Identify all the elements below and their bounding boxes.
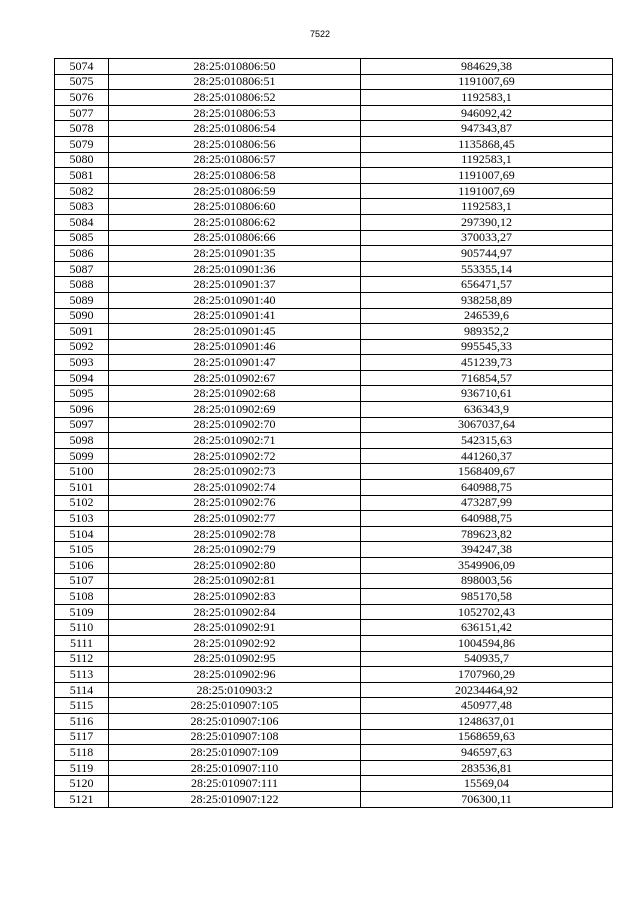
cadastral-number-cell: 28:25:010907:105 xyxy=(109,698,361,714)
table-row xyxy=(55,480,613,496)
cadastral-value-cell: 1004594,86 xyxy=(361,635,613,651)
cadastral-number-cell: 28:25:010902:69 xyxy=(109,402,361,418)
table-row xyxy=(55,136,613,152)
cadastral-number-cell: 28:25:010902:80 xyxy=(109,558,361,574)
table-row xyxy=(55,511,613,527)
cadastral-number-cell: 28:25:010902:67 xyxy=(109,370,361,386)
cadastral-value-cell: 905744,97 xyxy=(361,246,613,262)
cadastral-number-cell: 28:25:010901:40 xyxy=(109,292,361,308)
row-number-cell: 5084 xyxy=(55,214,109,230)
cadastral-value-cell: 450977,48 xyxy=(361,698,613,714)
cadastral-number-cell: 28:25:010902:72 xyxy=(109,448,361,464)
cadastral-value-cell: 441260,37 xyxy=(361,448,613,464)
table-row xyxy=(55,713,613,729)
table-row xyxy=(55,339,613,355)
row-number-cell: 5120 xyxy=(55,776,109,792)
cadastral-value-cell: 1052702,43 xyxy=(361,604,613,620)
cadastral-number-cell: 28:25:010903:2 xyxy=(109,682,361,698)
row-number-cell: 5090 xyxy=(55,308,109,324)
cadastral-value-cell: 985170,58 xyxy=(361,589,613,605)
cadastral-number-cell: 28:25:010902:74 xyxy=(109,480,361,496)
cadastral-number-cell: 28:25:010902:73 xyxy=(109,464,361,480)
cadastral-number-cell: 28:25:010902:95 xyxy=(109,651,361,667)
row-number-cell: 5083 xyxy=(55,199,109,215)
cadastral-value-cell: 1191007,69 xyxy=(361,74,613,90)
row-number-cell: 5075 xyxy=(55,74,109,90)
cadastral-value-cell: 716854,57 xyxy=(361,370,613,386)
cadastral-value-cell: 640988,75 xyxy=(361,511,613,527)
table-row xyxy=(55,370,613,386)
cadastral-number-cell: 28:25:010902:91 xyxy=(109,620,361,636)
cadastral-value-cell: 1568409,67 xyxy=(361,464,613,480)
cadastral-value-cell: 1191007,69 xyxy=(361,168,613,184)
cadastral-number-cell: 28:25:010901:45 xyxy=(109,324,361,340)
cadastral-number-cell: 28:25:010901:41 xyxy=(109,308,361,324)
row-number-cell: 5115 xyxy=(55,698,109,714)
row-number-cell: 5078 xyxy=(55,121,109,137)
table-row xyxy=(55,589,613,605)
cadastral-value-cell: 394247,38 xyxy=(361,542,613,558)
table-row xyxy=(55,448,613,464)
table-row xyxy=(55,277,613,293)
cadastral-number-cell: 28:25:010806:58 xyxy=(109,168,361,184)
row-number-cell: 5111 xyxy=(55,635,109,651)
row-number-cell: 5112 xyxy=(55,651,109,667)
cadastral-number-cell: 28:25:010907:108 xyxy=(109,729,361,745)
cadastral-value-cell: 542315,63 xyxy=(361,433,613,449)
table-row xyxy=(55,121,613,137)
table-row xyxy=(55,168,613,184)
cadastral-number-cell: 28:25:010902:92 xyxy=(109,635,361,651)
row-number-cell: 5088 xyxy=(55,277,109,293)
cadastral-value-cell: 947343,87 xyxy=(361,121,613,137)
cadastral-number-cell: 28:25:010902:96 xyxy=(109,667,361,683)
cadastral-value-cell: 989352,2 xyxy=(361,324,613,340)
table-row xyxy=(55,604,613,620)
row-number-cell: 5087 xyxy=(55,261,109,277)
row-number-cell: 5117 xyxy=(55,729,109,745)
cadastral-number-cell: 28:25:010901:35 xyxy=(109,246,361,262)
cadastral-value-cell: 636343,9 xyxy=(361,402,613,418)
cadastral-number-cell: 28:25:010901:36 xyxy=(109,261,361,277)
cadastral-value-cell: 936710,61 xyxy=(361,386,613,402)
cadastral-number-cell: 28:25:010806:59 xyxy=(109,183,361,199)
row-number-cell: 5097 xyxy=(55,417,109,433)
cadastral-number-cell: 28:25:010901:47 xyxy=(109,355,361,371)
cadastral-value-cell: 1192583,1 xyxy=(361,199,613,215)
row-number-cell: 5107 xyxy=(55,573,109,589)
row-number-cell: 5074 xyxy=(55,59,109,75)
cadastral-number-cell: 28:25:010907:111 xyxy=(109,776,361,792)
cadastral-value-cell: 297390,12 xyxy=(361,214,613,230)
table-row xyxy=(55,698,613,714)
row-number-cell: 5086 xyxy=(55,246,109,262)
table-row xyxy=(55,292,613,308)
cadastral-value-cell: 1707960,29 xyxy=(361,667,613,683)
table-row xyxy=(55,667,613,683)
row-number-cell: 5093 xyxy=(55,355,109,371)
cadastral-value-cell: 1248637,01 xyxy=(361,713,613,729)
table-row xyxy=(55,402,613,418)
cadastral-number-cell: 28:25:010902:84 xyxy=(109,604,361,620)
row-number-cell: 5106 xyxy=(55,558,109,574)
table-row xyxy=(55,324,613,340)
cadastral-number-cell: 28:25:010907:110 xyxy=(109,760,361,776)
row-number-cell: 5121 xyxy=(55,791,109,807)
row-number-cell: 5079 xyxy=(55,136,109,152)
table-row xyxy=(55,230,613,246)
table-row xyxy=(55,386,613,402)
table-row xyxy=(55,776,613,792)
row-number-cell: 5089 xyxy=(55,292,109,308)
row-number-cell: 5101 xyxy=(55,480,109,496)
cadastral-number-cell: 28:25:010902:78 xyxy=(109,526,361,542)
table-row xyxy=(55,760,613,776)
cadastral-value-cell: 706300,11 xyxy=(361,791,613,807)
cadastral-value-cell: 898003,56 xyxy=(361,573,613,589)
cadastral-number-cell: 28:25:010806:50 xyxy=(109,59,361,75)
table-row xyxy=(55,729,613,745)
table-row xyxy=(55,261,613,277)
cadastral-number-cell: 28:25:010907:122 xyxy=(109,791,361,807)
row-number-cell: 5109 xyxy=(55,604,109,620)
cadastral-number-cell: 28:25:010806:62 xyxy=(109,214,361,230)
cadastral-number-cell: 28:25:010901:46 xyxy=(109,339,361,355)
row-number-cell: 5105 xyxy=(55,542,109,558)
cadastral-number-cell: 28:25:010907:106 xyxy=(109,713,361,729)
row-number-cell: 5102 xyxy=(55,495,109,511)
row-number-cell: 5076 xyxy=(55,90,109,106)
row-number-cell: 5095 xyxy=(55,386,109,402)
table-row xyxy=(55,74,613,90)
cadastral-value-cell: 370033,27 xyxy=(361,230,613,246)
table-row xyxy=(55,542,613,558)
cadastral-number-cell: 28:25:010902:77 xyxy=(109,511,361,527)
cadastral-number-cell: 28:25:010806:56 xyxy=(109,136,361,152)
table-row xyxy=(55,417,613,433)
row-number-cell: 5108 xyxy=(55,589,109,605)
cadastral-value-cell: 984629,38 xyxy=(361,59,613,75)
cadastral-number-cell: 28:25:010806:60 xyxy=(109,199,361,215)
table-row xyxy=(55,745,613,761)
row-number-cell: 5100 xyxy=(55,464,109,480)
cadastral-number-cell: 28:25:010907:109 xyxy=(109,745,361,761)
cadastral-value-cell: 1192583,1 xyxy=(361,152,613,168)
row-number-cell: 5119 xyxy=(55,760,109,776)
table-row xyxy=(55,573,613,589)
cadastral-value-cell: 20234464,92 xyxy=(361,682,613,698)
table-row xyxy=(55,526,613,542)
cadastral-value-cell: 15569,04 xyxy=(361,776,613,792)
row-number-cell: 5096 xyxy=(55,402,109,418)
cadastral-number-cell: 28:25:010901:37 xyxy=(109,277,361,293)
cadastral-value-cell: 640988,75 xyxy=(361,480,613,496)
cadastral-value-cell: 540935,7 xyxy=(361,651,613,667)
cadastral-value-cell: 553355,14 xyxy=(361,261,613,277)
table-row xyxy=(55,620,613,636)
table-row xyxy=(55,183,613,199)
cadastral-number-cell: 28:25:010902:81 xyxy=(109,573,361,589)
table-row xyxy=(55,308,613,324)
row-number-cell: 5099 xyxy=(55,448,109,464)
row-number-cell: 5098 xyxy=(55,433,109,449)
row-number-cell: 5091 xyxy=(55,324,109,340)
row-number-cell: 5104 xyxy=(55,526,109,542)
table-row xyxy=(55,90,613,106)
cadastral-number-cell: 28:25:010806:53 xyxy=(109,105,361,121)
cadastral-number-cell: 28:25:010806:57 xyxy=(109,152,361,168)
table-row xyxy=(55,433,613,449)
table-row xyxy=(55,495,613,511)
cadastral-value-cell: 3549906,09 xyxy=(361,558,613,574)
cadastral-number-cell: 28:25:010902:71 xyxy=(109,433,361,449)
row-number-cell: 5118 xyxy=(55,745,109,761)
cadastral-number-cell: 28:25:010806:54 xyxy=(109,121,361,137)
cadastral-value-cell: 451239,73 xyxy=(361,355,613,371)
cadastral-value-cell: 1192583,1 xyxy=(361,90,613,106)
row-number-cell: 5081 xyxy=(55,168,109,184)
row-number-cell: 5110 xyxy=(55,620,109,636)
table-row xyxy=(55,246,613,262)
page-number: 7522 xyxy=(309,29,331,39)
table-row xyxy=(55,635,613,651)
cadastral-value-cell: 789623,82 xyxy=(361,526,613,542)
cadastral-value-cell: 938258,89 xyxy=(361,292,613,308)
table-body xyxy=(55,59,613,808)
cadastral-value-cell: 3067037,64 xyxy=(361,417,613,433)
cadastral-number-cell: 28:25:010902:70 xyxy=(109,417,361,433)
cadastral-value-cell: 246539,6 xyxy=(361,308,613,324)
row-number-cell: 5103 xyxy=(55,511,109,527)
cadastral-number-cell: 28:25:010806:52 xyxy=(109,90,361,106)
cadastral-number-cell: 28:25:010902:76 xyxy=(109,495,361,511)
cadastral-number-cell: 28:25:010806:66 xyxy=(109,230,361,246)
cadastral-number-cell: 28:25:010806:51 xyxy=(109,74,361,90)
row-number-cell: 5082 xyxy=(55,183,109,199)
cadastral-value-cell: 473287,99 xyxy=(361,495,613,511)
table-row xyxy=(55,199,613,215)
table-row xyxy=(55,59,613,75)
cadastral-value-cell: 995545,33 xyxy=(361,339,613,355)
row-number-cell: 5080 xyxy=(55,152,109,168)
table-row xyxy=(55,682,613,698)
table-row xyxy=(55,651,613,667)
row-number-cell: 5085 xyxy=(55,230,109,246)
table-row xyxy=(55,152,613,168)
cadastral-value-cell: 1135868,45 xyxy=(361,136,613,152)
row-number-cell: 5094 xyxy=(55,370,109,386)
table-row xyxy=(55,791,613,807)
table-row xyxy=(55,464,613,480)
row-number-cell: 5077 xyxy=(55,105,109,121)
cadastral-value-cell: 283536,81 xyxy=(361,760,613,776)
row-number-cell: 5092 xyxy=(55,339,109,355)
cadastral-number-cell: 28:25:010902:83 xyxy=(109,589,361,605)
cadastral-value-cell: 636151,42 xyxy=(361,620,613,636)
row-number-cell: 5113 xyxy=(55,667,109,683)
cadastral-value-cell: 946597,63 xyxy=(361,745,613,761)
cadastral-number-cell: 28:25:010902:79 xyxy=(109,542,361,558)
cadastral-value-table xyxy=(54,58,613,808)
cadastral-value-cell: 946092,42 xyxy=(361,105,613,121)
cadastral-value-cell: 1568659,63 xyxy=(361,729,613,745)
row-number-cell: 5114 xyxy=(55,682,109,698)
cadastral-value-cell: 656471,57 xyxy=(361,277,613,293)
cadastral-value-cell: 1191007,69 xyxy=(361,183,613,199)
table-row xyxy=(55,214,613,230)
cadastral-number-cell: 28:25:010902:68 xyxy=(109,386,361,402)
table-row xyxy=(55,105,613,121)
table-row xyxy=(55,355,613,371)
row-number-cell: 5116 xyxy=(55,713,109,729)
table-row xyxy=(55,558,613,574)
